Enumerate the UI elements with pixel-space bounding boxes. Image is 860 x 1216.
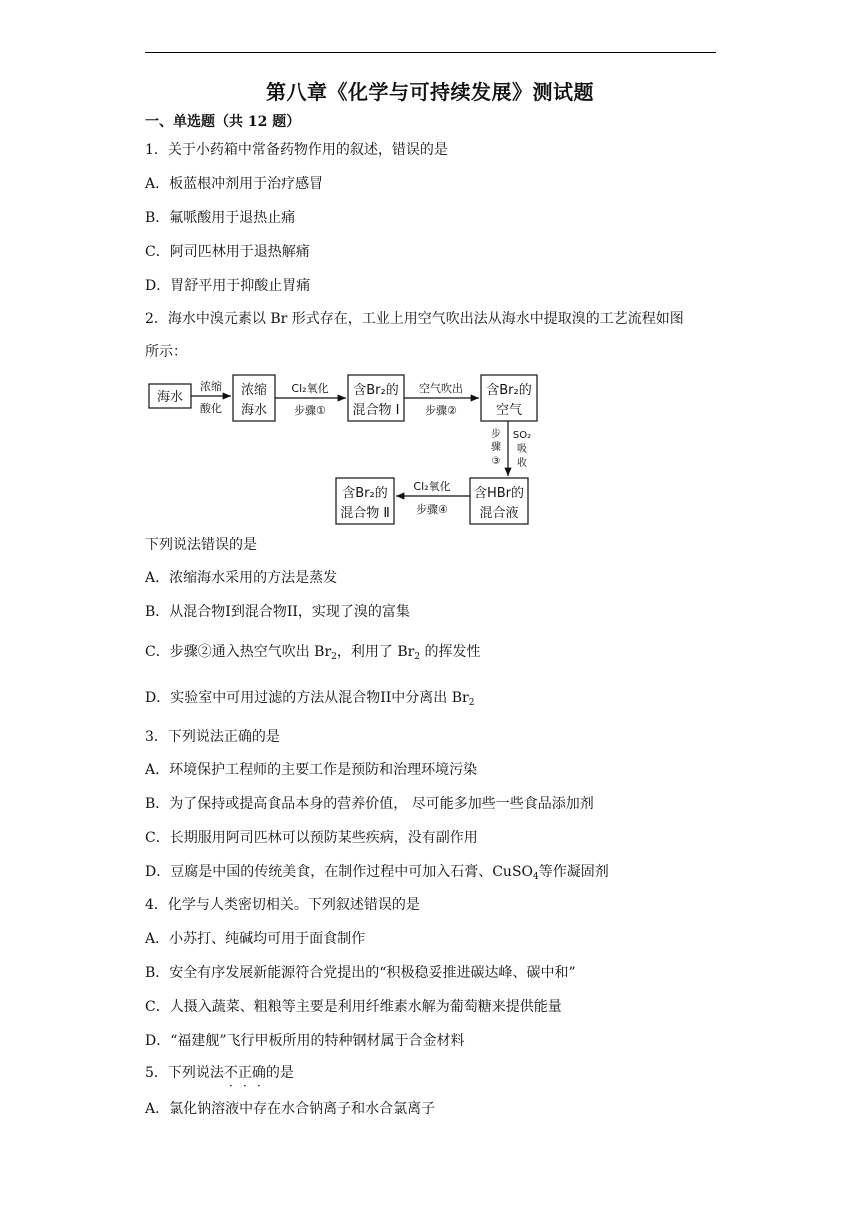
label-hbr-1: 含HBr的 — [473, 486, 525, 501]
q2-option-d — [145, 688, 474, 708]
header-rule — [145, 52, 716, 53]
absorb-char-1: 吸 — [517, 444, 527, 455]
q2-option-c-sub2: 2 — [414, 652, 421, 662]
page-title: 第八章《化学与可持续发展》测试题 — [266, 80, 594, 104]
q2-option-d-sub: 2 — [468, 698, 475, 708]
label-conc-seawater-1: 浓缩 — [240, 383, 268, 398]
q5-option-a: A．氯化钠溶液中存在水合钠离子和水合氯离子 — [145, 1101, 436, 1117]
arrow2-bottom-label: 步骤① — [294, 404, 326, 417]
label-mixture2-2: 混合物 Ⅱ — [340, 506, 390, 521]
q3-option-c: C．长期服用阿司匹林可以预防某些疾病，没有副作用 — [145, 830, 478, 846]
label-seawater: 海水 — [156, 390, 184, 405]
absorb-char-2: 收 — [517, 458, 527, 469]
arrow3-bottom-label: 步骤② — [425, 404, 457, 417]
q5-emphasis-char-1: 正 — [237, 1065, 252, 1081]
q2-option-a: A．浓缩海水采用的方法是蒸发 — [145, 570, 338, 586]
q4-option-d: D．“福建舰”飞行甲板所用的特种钢材属于合金材料 — [145, 1033, 465, 1049]
q4-option-a: A．小苏打、纯碱均可用于面食制作 — [145, 931, 366, 947]
section-heading: 一、单选题（共 12 题） — [145, 114, 301, 130]
q1-option-c: C．阿司匹林用于退热解痛 — [145, 244, 310, 260]
label-br2air-2: 空气 — [495, 403, 523, 418]
q5-emphasis-char-0: 不 — [223, 1065, 238, 1081]
q1-option-a: A．板蓝根冲剂用于治疗感冒 — [145, 176, 324, 192]
q2-option-c-text3: 的挥发性 — [420, 644, 481, 660]
step3-char-3: ③ — [491, 456, 501, 467]
q3-option-b: B．为了保持或提高食品本身的营养价值， 尽可能多加些一些食品添加剂 — [145, 796, 594, 812]
q2-stem-line1: 2．海水中溴元素以 Br 形式存在，工业上用空气吹出法从海水中提取溴的工艺流程如图 — [145, 311, 684, 327]
label-mixture1-2: 混合物 Ⅰ — [352, 403, 400, 418]
arrow3-top-label: 空气吹出 — [419, 382, 463, 395]
arrow5-bottom-label: 步骤④ — [416, 503, 448, 516]
q2-prompt: 下列说法错误的是 — [145, 537, 257, 553]
q2-option-c-text2: ，利用了 Br — [336, 644, 415, 660]
q4-option-c: C．人摄入蔬菜、粗粮等主要是利用纤维素水解为葡萄糖来提供能量 — [145, 999, 562, 1015]
q1-stem: 1．关于小药箱中常备药物作用的叙述，错误的是 — [145, 142, 448, 158]
q1-option-d: D．胃舒平用于抑酸止胃痛 — [145, 278, 311, 294]
arrow1-top-label: 浓缩 — [200, 380, 222, 393]
q5-stem-emphasis — [224, 1065, 266, 1081]
label-mixture2-1: 含Br₂的 — [342, 486, 388, 501]
q5-stem-text1: 5．下列说法 — [145, 1065, 224, 1081]
label-conc-seawater-2: 海水 — [240, 403, 268, 418]
q2-stem-line2: 所示： — [145, 344, 187, 360]
q3-option-d-text2: 等作凝固剂 — [538, 864, 609, 880]
q5-stem-text2: 的是 — [265, 1065, 294, 1081]
arrow1-bottom-label: 酸化 — [200, 402, 222, 415]
step3-char-1: 步 — [491, 429, 501, 440]
label-mixture1-1: 含Br₂的 — [353, 383, 399, 398]
q4-stem: 4．化学与人类密切相关。下列叙述错误的是 — [145, 897, 420, 913]
step3-char-2: 骤 — [491, 442, 501, 453]
label-br2air-1: 含Br₂的 — [486, 383, 532, 398]
q5-emphasis-char-2: 确 — [251, 1065, 266, 1081]
bromine-process-diagram — [148, 370, 543, 530]
q3-option-d — [145, 862, 609, 882]
q1-option-b: B．氟哌酸用于退热止痛 — [145, 210, 296, 226]
arrow2-top-label: Cl₂氧化 — [291, 382, 329, 395]
arrow5-top-label: Cl₂氧化 — [413, 480, 451, 493]
so2-label: SO₂ — [512, 430, 532, 441]
q2-option-c — [145, 642, 481, 662]
q5-stem — [145, 1063, 294, 1083]
q2-option-b: B．从混合物I到混合物II，实现了溴的富集 — [145, 604, 410, 620]
q2-option-c-sub1: 2 — [331, 652, 337, 662]
q2-option-d-text: D．实验室中可用过滤的方法从混合物II中分离出 Br — [145, 690, 469, 706]
q3-option-d-text1: D．豆腐是中国的传统美食，在制作过程中可加入石膏、CuSO — [145, 864, 534, 880]
q2-option-c-text1: C．步骤②通入热空气吹出 Br — [145, 644, 332, 660]
q3-stem: 3．下列说法正确的是 — [145, 729, 280, 745]
q4-option-b: B．安全有序发展新能源符合党提出的“积极稳妥推进碳达峰、碳中和” — [145, 965, 576, 981]
q3-option-d-sub: 4 — [533, 872, 539, 882]
label-hbr-2: 混合液 — [479, 506, 519, 521]
q3-option-a: A．环境保护工程师的主要工作是预防和治理环境污染 — [145, 762, 478, 778]
